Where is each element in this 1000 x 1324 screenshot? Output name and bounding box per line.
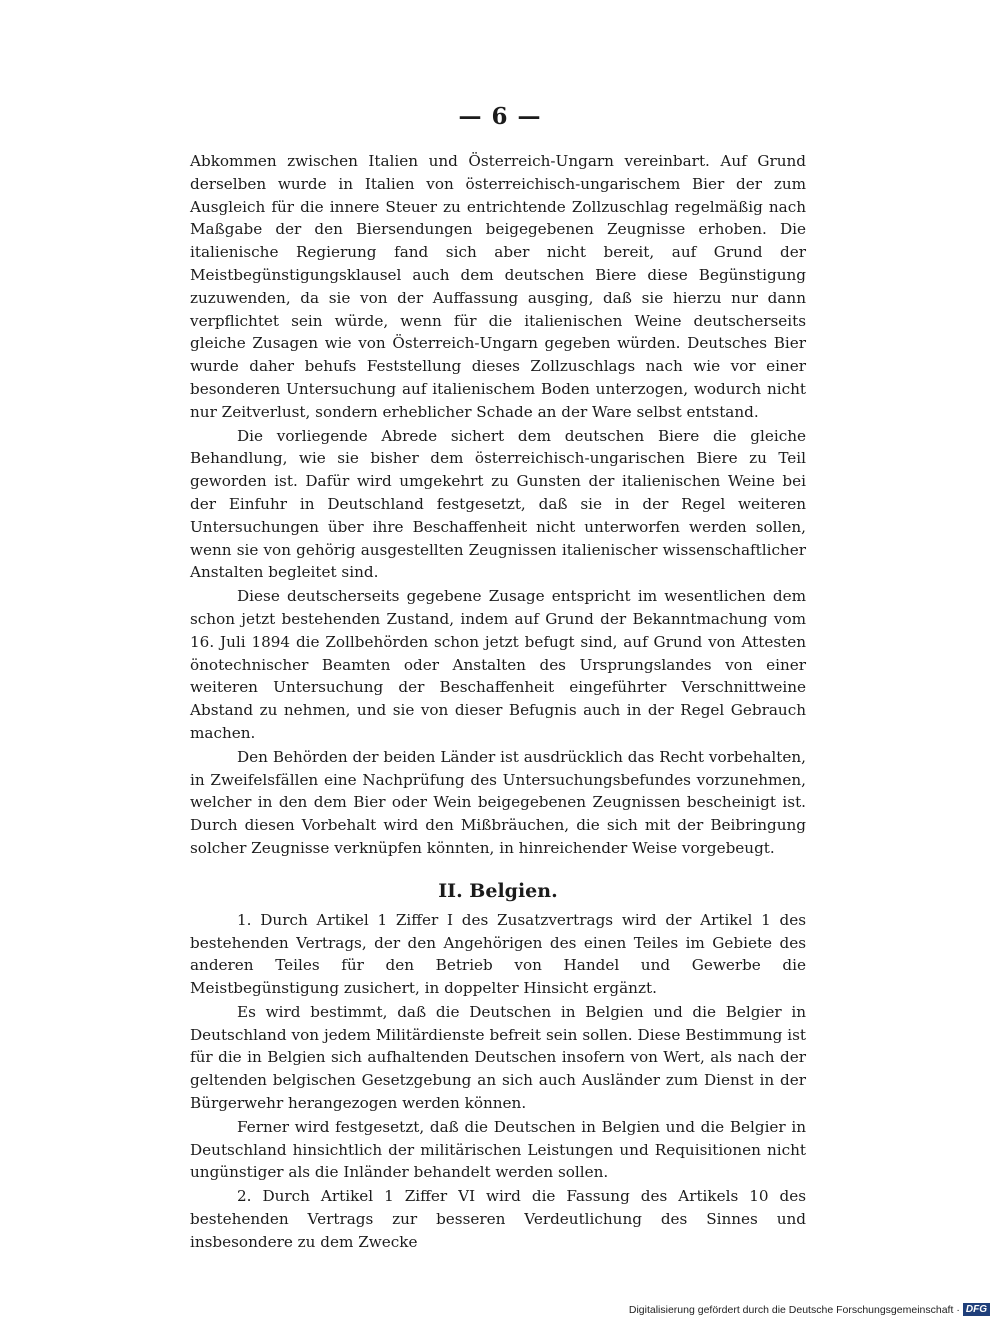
paragraph-abrede: Die vorliegende Abrede sichert dem deutschen Biere die gleiche Behandlung, wie sie bisher dem österreichisch-ungarischen Biere zu Teil geworden ist. Dafür wird umgekehrt zu Gunsten der italienischen Weine bei der Einfuhr in Deutschland festgesetzt, daß sie in der Regel weiteren Untersuchungen über ihre Beschaffenheit nicht unterworfen werden sollen, wenn sie von gehörig ausgestellten Zeugnissen italienischer wissenschaftlicher Anstalten begleitet sind. bbox=[190, 426, 806, 582]
paragraph-artikel-1: 1. Durch Artikel 1 Ziffer I des Zusatzvertrags wird der Artikel 1 des bestehenden Vertrags, der den Angehörigen des einen Teiles im Gebiete des anderen Teiles für den Betrieb von Handel und Gewerbe die Meistbegünstigung zusichert, in doppelter Hinsicht ergänzt. bbox=[190, 910, 806, 998]
section-heading-belgien: II. Belgien. bbox=[438, 879, 558, 902]
footer-credit bbox=[629, 1303, 990, 1316]
document-body bbox=[190, 150, 806, 1254]
paragraph-behoerden: Den Behörden der beiden Länder ist ausdrücklich das Recht vorbehalten, in Zweifelsfällen eine Nachprüfung des Untersuchungsbefundes vorzunehmen, welcher in den dem Bier oder Wein beigegebenen Zeugnissen bescheinigt ist. Durch diesen Vorbehalt wird den Mißbräuchen, die sich mit der Beibringung solcher Zeugnisse verknüpfen könnten, in hinreichender Weise vorgebeugt. bbox=[190, 747, 806, 857]
paragraph-leistungen: Ferner wird festgesetzt, daß die Deutschen in Belgien und die Belgier in Deutschland hinsichtlich der militärischen Leistungen und Requisitionen nicht ungünstiger als die Inländer behandelt werden sollen. bbox=[190, 1117, 806, 1182]
page-number: — 6 — bbox=[458, 103, 542, 130]
paragraph-artikel-10: 2. Durch Artikel 1 Ziffer VI wird die Fassung des Artikels 10 des bestehenden Vertrags zur besseren Verdeutlichung des Sinnes und insbesondere zu dem Zwecke bbox=[190, 1187, 806, 1251]
paragraph-abkommen: Abkommen zwischen Italien und Österreich-Ungarn vereinbart. Auf Grund derselben wurde in Italien von österreichisch-ungarischem Bier der zum Ausgleich für die innere Steuer zu entrichtende Zollzuschlag regelmäßig nach Maßgabe der den Biersendungen beigegebenen Zeugnisse erhoben. Die italienische Regierung fand sich aber nicht bereit, auf Grund der Meistbegünstigungsklausel auch dem deutschen Biere diese Begünstigung zuzuwenden, da sie von der Auffassung ausging, daß sie hierzu nur dann verpflichtet sein würde, wenn für die italienischen Weine deutscherseits gleiche Zusagen wie von Österreich-Ungarn gegeben würden. Deutsches Bier wurde daher behufs Feststellung dieses Zollzuschlags nach wie vor einer besonderen Untersuchung auf italienischem Boden unterzogen, wodurch nicht nur Zeitverlust, sondern erheblicher Schade an der Ware selbst entstand. bbox=[190, 152, 806, 421]
dfg-logo-icon: DFG bbox=[963, 1303, 990, 1316]
footer-credit-text: Digitalisierung gefördert durch die Deutsche Forschungsgemeinschaft bbox=[628, 1303, 954, 1316]
paragraph-zusage: Diese deutscherseits gegebene Zusage entspricht im wesentlichen dem schon jetzt bestehenden Zustand, indem auf Grund der Bekanntmachung vom 16. Juli 1894 die Zollbehörden schon jetzt befugt sind, auf Grund von Attesten önotechnischer Beamten oder Anstalten des Ursprungslandes von einer weiteren Untersuchung der Beschaffenheit eingeführter Verschnittweine Abstand zu nehmen, und sie von dieser Befugnis auch in der Regel Gebrauch machen. bbox=[190, 587, 806, 742]
footer-separator: · bbox=[956, 1303, 960, 1316]
paragraph-militaerdienst: Es wird bestimmt, daß die Deutschen in Belgien und die Belgier in Deutschland von jedem Militärdienste befreit sein sollen. Diese Bestimmung ist für die in Belgien sich aufhaltenden Deutschen insofern von Wert, als nach der geltenden belgischen Gesetzgebung an sich auch Ausländer zum Dienst in der Bürgerwehr herangezogen werden können. bbox=[190, 1002, 806, 1113]
